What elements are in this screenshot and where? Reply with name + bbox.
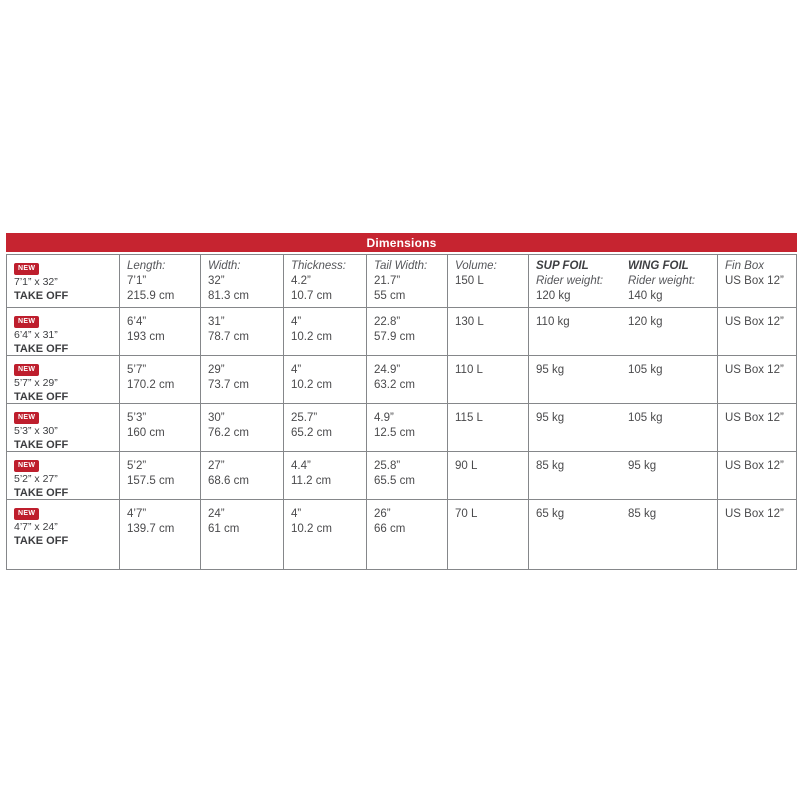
model-name: 5’7” x 29” [14, 377, 58, 390]
cell-thickness [284, 500, 367, 569]
value: 65 kg [536, 508, 565, 520]
value: 95 kg [536, 364, 565, 376]
value-metric: 55 cm [374, 290, 406, 303]
cell-fin-box [718, 500, 796, 569]
value-imperial: 5’7” [127, 364, 147, 376]
cell-volume [448, 500, 529, 569]
value-imperial: 4.4” [291, 460, 311, 472]
cell-volume [448, 308, 529, 355]
value-metric: 66 cm [374, 523, 406, 536]
cell-model [7, 356, 120, 403]
value: US Box 12” [725, 316, 784, 328]
column-label: WING FOIL [628, 260, 689, 272]
cell-width [201, 356, 284, 403]
value-imperial: 24.9” [374, 364, 401, 376]
cell-length [120, 255, 201, 307]
cell-sup-foil [529, 452, 621, 499]
value-imperial: 6’4” [127, 316, 147, 328]
value-metric: 78.7 cm [208, 331, 249, 344]
value-metric: 73.7 cm [208, 379, 249, 392]
column-label: Tail Width: [374, 260, 428, 272]
new-badge: NEW [14, 364, 39, 376]
value-imperial: 21.7” [374, 275, 401, 288]
cell-length [120, 404, 201, 451]
value: 85 kg [628, 508, 657, 520]
value: 110 kg [536, 316, 570, 328]
value-imperial: 26” [374, 508, 391, 520]
cell-length [120, 500, 201, 569]
cell-sup-foil [529, 255, 621, 307]
cell-wing-foil [621, 356, 718, 403]
column-sublabel: Rider weight: [628, 275, 696, 288]
cell-wing-foil [621, 452, 718, 499]
value-imperial: 4” [291, 364, 302, 376]
cell-wing-foil [621, 308, 718, 355]
dimensions-spec-table [6, 233, 797, 570]
model-name: 7’1” x 32” [14, 276, 58, 289]
value-imperial: 32” [208, 275, 225, 288]
value: 115 L [455, 412, 483, 424]
value-imperial: 4” [291, 316, 302, 328]
cell-fin-box [718, 255, 796, 307]
cell-sup-foil [529, 500, 621, 569]
value: 130 L [455, 316, 484, 328]
table-row [7, 355, 796, 403]
value: 140 kg [628, 290, 663, 303]
value: US Box 12” [725, 275, 784, 288]
cell-thickness [284, 308, 367, 355]
value-metric: 65.2 cm [291, 427, 332, 440]
cell-sup-foil [529, 356, 621, 403]
cell-volume [448, 255, 529, 307]
value-metric: 68.6 cm [208, 475, 249, 488]
cell-tail-width [367, 255, 448, 307]
value-metric: 65.5 cm [374, 475, 415, 488]
value: US Box 12” [725, 508, 784, 520]
value-imperial: 27” [208, 460, 225, 472]
table-title: Dimensions [366, 235, 437, 250]
value-imperial: 4” [291, 508, 302, 520]
cell-sup-foil [529, 404, 621, 451]
cell-fin-box [718, 356, 796, 403]
value-imperial: 5’3” [127, 412, 147, 424]
value-metric: 193 cm [127, 331, 165, 344]
column-label: Width: [208, 260, 241, 272]
value-metric: 12.5 cm [374, 427, 415, 440]
value-imperial: 4’7” [127, 508, 147, 520]
cell-thickness [284, 404, 367, 451]
value-metric: 57.9 cm [374, 331, 415, 344]
value-metric: 160 cm [127, 427, 165, 440]
value-metric: 10.2 cm [291, 379, 332, 392]
value-metric: 61 cm [208, 523, 240, 536]
value-metric: 10.7 cm [291, 290, 332, 303]
value: US Box 12” [725, 460, 784, 472]
model-name: 5’2” x 27” [14, 473, 58, 486]
new-badge: NEW [14, 263, 39, 275]
value-metric: 81.3 cm [208, 290, 249, 303]
cell-volume [448, 452, 529, 499]
model-subname: TAKE OFF [14, 486, 69, 499]
cell-width [201, 500, 284, 569]
value: 105 kg [628, 412, 663, 424]
value-metric: 139.7 cm [127, 523, 175, 536]
new-badge: NEW [14, 412, 39, 424]
value-imperial: 25.7” [291, 412, 318, 424]
cell-fin-box [718, 308, 796, 355]
cell-width [201, 404, 284, 451]
cell-fin-box [718, 452, 796, 499]
cell-model [7, 404, 120, 451]
model-subname: TAKE OFF [14, 534, 69, 547]
model-subname: TAKE OFF [14, 438, 69, 451]
value-metric: 215.9 cm [127, 290, 175, 303]
table-row [7, 255, 796, 307]
cell-wing-foil [621, 404, 718, 451]
value-metric: 11.2 cm [291, 475, 332, 488]
value-imperial: 7’1” [127, 275, 147, 288]
table-title-bar [6, 233, 797, 252]
model-name: 4’7” x 24” [14, 521, 58, 534]
model-subname: TAKE OFF [14, 342, 69, 355]
value: 120 kg [536, 290, 571, 303]
value: 150 L [455, 275, 484, 288]
value-imperial: 24” [208, 508, 225, 520]
cell-model [7, 500, 120, 569]
value-metric: 10.2 cm [291, 523, 332, 536]
value: US Box 12” [725, 412, 784, 424]
cell-tail-width [367, 356, 448, 403]
cell-length [120, 308, 201, 355]
cell-length [120, 356, 201, 403]
table-body [6, 254, 797, 570]
value-metric: 170.2 cm [127, 379, 175, 392]
cell-model [7, 308, 120, 355]
cell-volume [448, 356, 529, 403]
value: US Box 12” [725, 364, 784, 376]
value-metric: 10.2 cm [291, 331, 332, 344]
cell-length [120, 452, 201, 499]
cell-model [7, 255, 120, 307]
cell-tail-width [367, 500, 448, 569]
value: 110 L [455, 364, 483, 376]
value-imperial: 30” [208, 412, 225, 424]
table-row [7, 499, 796, 569]
column-sublabel: Rider weight: [536, 275, 604, 288]
table-row [7, 307, 796, 355]
model-subname: TAKE OFF [14, 289, 69, 302]
cell-wing-foil [621, 255, 718, 307]
cell-tail-width [367, 308, 448, 355]
value: 90 L [455, 460, 478, 472]
cell-thickness [284, 356, 367, 403]
cell-tail-width [367, 404, 448, 451]
value-imperial: 4.9” [374, 412, 394, 424]
value-imperial: 5’2” [127, 460, 147, 472]
cell-model [7, 452, 120, 499]
table-row [7, 403, 796, 451]
cell-thickness [284, 255, 367, 307]
value-imperial: 31” [208, 316, 225, 328]
cell-width [201, 255, 284, 307]
value-metric: 76.2 cm [208, 427, 249, 440]
value: 120 kg [628, 316, 663, 328]
value: 95 kg [628, 460, 657, 472]
new-badge: NEW [14, 316, 39, 328]
value-metric: 157.5 cm [127, 475, 175, 488]
cell-thickness [284, 452, 367, 499]
cell-fin-box [718, 404, 796, 451]
value: 85 kg [536, 460, 565, 472]
cell-volume [448, 404, 529, 451]
value-imperial: 29” [208, 364, 225, 376]
column-label: Fin Box [725, 260, 764, 272]
value-imperial: 25.8” [374, 460, 401, 472]
column-label: Thickness: [291, 260, 346, 272]
cell-wing-foil [621, 500, 718, 569]
new-badge: NEW [14, 460, 39, 472]
cell-width [201, 452, 284, 499]
cell-tail-width [367, 452, 448, 499]
cell-sup-foil [529, 308, 621, 355]
table-row [7, 451, 796, 499]
value: 95 kg [536, 412, 565, 424]
value-imperial: 4.2” [291, 275, 311, 288]
model-name: 5’3” x 30” [14, 425, 58, 438]
column-label: SUP FOIL [536, 260, 589, 272]
column-label: Length: [127, 260, 166, 272]
value: 105 kg [628, 364, 663, 376]
new-badge: NEW [14, 508, 39, 520]
model-name: 6’4” x 31” [14, 329, 58, 342]
value: 70 L [455, 508, 478, 520]
cell-width [201, 308, 284, 355]
value-imperial: 22.8” [374, 316, 401, 328]
column-label: Volume: [455, 260, 497, 272]
value-metric: 63.2 cm [374, 379, 415, 392]
model-subname: TAKE OFF [14, 390, 69, 403]
